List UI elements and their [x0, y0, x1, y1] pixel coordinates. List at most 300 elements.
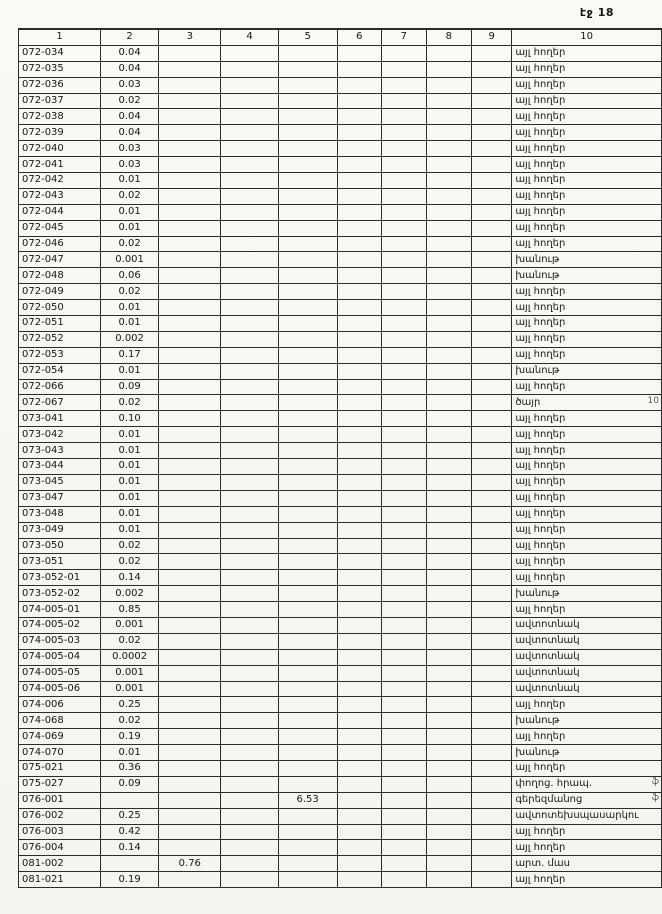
column-header-10: 10	[512, 29, 662, 45]
value-cell	[337, 141, 382, 157]
value-cell	[221, 252, 278, 268]
value-cell	[221, 649, 278, 665]
land-use-cell: այլ հողեր	[512, 570, 662, 586]
land-use-cell: այլ հողեր	[512, 443, 662, 459]
value-cell	[278, 697, 337, 713]
value-cell	[472, 808, 512, 824]
value-cell	[221, 141, 278, 157]
value-cell	[337, 872, 382, 888]
value-cell	[472, 474, 512, 490]
value-cell	[221, 109, 278, 125]
value-cell	[337, 77, 382, 93]
value-cell	[472, 188, 512, 204]
value-cell: 0.001	[101, 617, 159, 633]
land-use-cell: արտ. մաս	[512, 856, 662, 872]
value-cell	[426, 633, 471, 649]
value-cell	[278, 729, 337, 745]
value-cell: 0.09	[101, 379, 159, 395]
value-cell	[426, 840, 471, 856]
value-cell	[159, 490, 221, 506]
value-cell	[159, 633, 221, 649]
land-use-cell: գերեզմանոց	[512, 792, 662, 808]
table-row	[19, 443, 662, 459]
parcel-code-cell: 074-005-05	[19, 665, 101, 681]
table-row	[19, 665, 662, 681]
value-cell	[159, 125, 221, 141]
land-use-cell: այլ հողեր	[512, 300, 662, 316]
value-cell: 0.002	[101, 331, 159, 347]
land-use-cell: այլ հողեր	[512, 109, 662, 125]
value-cell	[472, 506, 512, 522]
value-cell: 0.19	[101, 729, 159, 745]
value-cell	[472, 776, 512, 792]
value-cell	[426, 204, 471, 220]
parcel-code-cell: 073-052-01	[19, 570, 101, 586]
value-cell	[426, 109, 471, 125]
land-use-cell: այլ հողեր	[512, 840, 662, 856]
parcel-code-cell: 072-037	[19, 93, 101, 109]
value-cell: 0.01	[101, 173, 159, 189]
value-cell	[278, 649, 337, 665]
parcel-code-cell: 073-043	[19, 443, 101, 459]
value-cell	[382, 538, 427, 554]
value-cell	[337, 204, 382, 220]
value-cell	[472, 760, 512, 776]
value-cell	[472, 649, 512, 665]
value-cell	[382, 61, 427, 77]
value-cell	[426, 173, 471, 189]
column-header-6: 6	[337, 29, 382, 45]
value-cell	[159, 474, 221, 490]
parcel-code-cell: 072-051	[19, 316, 101, 332]
value-cell	[426, 45, 471, 61]
value-cell	[426, 792, 471, 808]
value-cell	[382, 173, 427, 189]
land-use-cell: այլ հողեր	[512, 157, 662, 173]
parcel-code-cell: 072-046	[19, 236, 101, 252]
value-cell	[101, 856, 159, 872]
parcel-code-cell: 073-041	[19, 411, 101, 427]
value-cell	[278, 109, 337, 125]
value-cell	[426, 268, 471, 284]
value-cell: 0.02	[101, 236, 159, 252]
land-use-cell: փողոց. հրապ.	[512, 776, 662, 792]
value-cell	[159, 316, 221, 332]
land-use-cell: այլ հողեր	[512, 522, 662, 538]
column-header-1: 1	[19, 29, 101, 45]
table-row	[19, 840, 662, 856]
parcel-code-cell: 072-041	[19, 157, 101, 173]
table-row	[19, 157, 662, 173]
value-cell	[426, 300, 471, 316]
value-cell	[221, 125, 278, 141]
value-cell	[337, 602, 382, 618]
value-cell	[382, 474, 427, 490]
value-cell	[278, 395, 337, 411]
value-cell: 0.001	[101, 681, 159, 697]
value-cell: 0.002	[101, 586, 159, 602]
value-cell	[426, 872, 471, 888]
value-cell	[221, 316, 278, 332]
value-cell	[382, 872, 427, 888]
value-cell	[221, 427, 278, 443]
value-cell	[472, 617, 512, 633]
value-cell	[426, 745, 471, 761]
table-row	[19, 697, 662, 713]
value-cell	[159, 268, 221, 284]
value-cell	[472, 236, 512, 252]
value-cell: 0.36	[101, 760, 159, 776]
value-cell: 0.02	[101, 93, 159, 109]
value-cell	[472, 141, 512, 157]
value-cell	[337, 300, 382, 316]
value-cell: 0.01	[101, 443, 159, 459]
value-cell	[382, 586, 427, 602]
parcel-code-cell: 074-070	[19, 745, 101, 761]
parcel-code-cell: 072-034	[19, 45, 101, 61]
value-cell	[159, 93, 221, 109]
table-row	[19, 554, 662, 570]
value-cell	[221, 300, 278, 316]
value-cell	[426, 363, 471, 379]
parcel-code-cell: 072-066	[19, 379, 101, 395]
table-row	[19, 506, 662, 522]
value-cell	[278, 490, 337, 506]
value-cell	[426, 824, 471, 840]
value-cell: 0.02	[101, 538, 159, 554]
value-cell	[221, 363, 278, 379]
value-cell	[278, 760, 337, 776]
value-cell	[159, 665, 221, 681]
value-cell	[337, 363, 382, 379]
table-row	[19, 220, 662, 236]
value-cell	[426, 602, 471, 618]
table-row	[19, 617, 662, 633]
value-cell	[337, 61, 382, 77]
value-cell	[278, 125, 337, 141]
value-cell	[337, 411, 382, 427]
parcel-code-cell: 081-002	[19, 856, 101, 872]
value-cell	[159, 77, 221, 93]
margin-note: 10	[647, 396, 659, 406]
table-row	[19, 474, 662, 490]
value-cell	[278, 77, 337, 93]
value-cell	[337, 109, 382, 125]
value-cell	[221, 204, 278, 220]
value-cell	[472, 602, 512, 618]
value-cell	[337, 506, 382, 522]
value-cell	[337, 347, 382, 363]
value-cell	[337, 252, 382, 268]
value-cell	[472, 45, 512, 61]
value-cell: 0.03	[101, 157, 159, 173]
value-cell	[382, 824, 427, 840]
value-cell	[101, 792, 159, 808]
value-cell	[221, 665, 278, 681]
value-cell	[426, 316, 471, 332]
value-cell	[337, 395, 382, 411]
value-cell	[159, 824, 221, 840]
parcel-code-cell: 072-044	[19, 204, 101, 220]
value-cell: 0.01	[101, 459, 159, 475]
table-header	[19, 29, 662, 45]
land-use-cell: այլ հողեր	[512, 697, 662, 713]
value-cell	[382, 602, 427, 618]
value-cell	[426, 649, 471, 665]
column-header-8: 8	[426, 29, 471, 45]
value-cell	[472, 586, 512, 602]
value-cell	[337, 649, 382, 665]
value-cell	[221, 220, 278, 236]
table-row	[19, 188, 662, 204]
land-use-cell: խանութ	[512, 713, 662, 729]
value-cell	[426, 379, 471, 395]
parcel-code-cell: 073-042	[19, 427, 101, 443]
value-cell	[159, 395, 221, 411]
value-cell: 0.01	[101, 490, 159, 506]
land-use-cell: խանութ	[512, 363, 662, 379]
value-cell	[472, 77, 512, 93]
land-use-cell: այլ հողեր	[512, 141, 662, 157]
value-cell	[221, 538, 278, 554]
value-cell	[382, 220, 427, 236]
value-cell	[221, 824, 278, 840]
value-cell	[472, 61, 512, 77]
table-row	[19, 411, 662, 427]
value-cell	[221, 776, 278, 792]
land-use-cell: այլ հողեր	[512, 236, 662, 252]
value-cell	[159, 808, 221, 824]
value-cell	[472, 792, 512, 808]
parcel-code-cell: 072-035	[19, 61, 101, 77]
value-cell	[337, 713, 382, 729]
value-cell	[426, 284, 471, 300]
value-cell	[382, 316, 427, 332]
value-cell	[382, 141, 427, 157]
value-cell	[382, 427, 427, 443]
land-use-cell: այլ հողեր	[512, 173, 662, 189]
value-cell	[221, 77, 278, 93]
table-row	[19, 713, 662, 729]
value-cell: 0.17	[101, 347, 159, 363]
value-cell	[221, 522, 278, 538]
value-cell	[159, 729, 221, 745]
value-cell	[472, 395, 512, 411]
value-cell	[382, 188, 427, 204]
table-row	[19, 141, 662, 157]
value-cell	[426, 697, 471, 713]
land-use-cell: ավտոտնակ	[512, 617, 662, 633]
value-cell: 0.04	[101, 61, 159, 77]
value-cell	[337, 776, 382, 792]
value-cell	[382, 252, 427, 268]
value-cell	[382, 617, 427, 633]
value-cell	[382, 713, 427, 729]
value-cell	[221, 268, 278, 284]
value-cell	[472, 411, 512, 427]
value-cell	[382, 649, 427, 665]
land-use-cell: այլ հողեր	[512, 45, 662, 61]
value-cell	[221, 395, 278, 411]
value-cell	[159, 506, 221, 522]
parcel-code-cell: 072-036	[19, 77, 101, 93]
value-cell	[382, 45, 427, 61]
table-row	[19, 570, 662, 586]
land-use-cell: այլ հողեր	[512, 93, 662, 109]
value-cell	[278, 300, 337, 316]
land-use-cell: այլ հողեր	[512, 347, 662, 363]
value-cell	[472, 490, 512, 506]
value-cell	[159, 459, 221, 475]
margin-note: ֆ	[651, 777, 659, 787]
value-cell: 0.02	[101, 713, 159, 729]
value-cell	[337, 760, 382, 776]
value-cell	[278, 331, 337, 347]
value-cell: 0.01	[101, 745, 159, 761]
value-cell	[278, 474, 337, 490]
value-cell	[278, 538, 337, 554]
value-cell	[472, 824, 512, 840]
value-cell	[472, 713, 512, 729]
value-cell	[221, 872, 278, 888]
parcel-code-cell: 076-003	[19, 824, 101, 840]
value-cell	[221, 379, 278, 395]
parcel-code-cell: 072-039	[19, 125, 101, 141]
land-use-cell: այլ հողեր	[512, 490, 662, 506]
value-cell	[337, 236, 382, 252]
land-use-cell: այլ հողեր	[512, 61, 662, 77]
value-cell	[472, 316, 512, 332]
value-cell	[337, 188, 382, 204]
value-cell	[426, 570, 471, 586]
value-cell	[337, 824, 382, 840]
value-cell: 6.53	[278, 792, 337, 808]
value-cell	[472, 204, 512, 220]
value-cell	[159, 204, 221, 220]
value-cell	[382, 411, 427, 427]
value-cell	[337, 125, 382, 141]
value-cell	[221, 856, 278, 872]
table-row	[19, 427, 662, 443]
value-cell	[382, 522, 427, 538]
value-cell	[159, 602, 221, 618]
table-row	[19, 856, 662, 872]
value-cell	[159, 284, 221, 300]
parcel-code-cell: 074-005-02	[19, 617, 101, 633]
table-row	[19, 824, 662, 840]
value-cell	[382, 284, 427, 300]
value-cell	[159, 538, 221, 554]
value-cell	[472, 109, 512, 125]
value-cell	[337, 490, 382, 506]
parcel-code-cell: 072-054	[19, 363, 101, 379]
value-cell	[159, 776, 221, 792]
value-cell	[159, 363, 221, 379]
value-cell	[472, 856, 512, 872]
value-cell	[221, 173, 278, 189]
value-cell	[159, 300, 221, 316]
value-cell	[278, 157, 337, 173]
value-cell	[221, 745, 278, 761]
parcel-code-cell: 074-069	[19, 729, 101, 745]
parcel-code-cell: 073-049	[19, 522, 101, 538]
parcel-code-cell: 074-006	[19, 697, 101, 713]
page-number-label: էջ 18	[579, 6, 614, 19]
column-header-5: 5	[278, 29, 337, 45]
value-cell	[472, 363, 512, 379]
table-row	[19, 379, 662, 395]
value-cell	[382, 840, 427, 856]
value-cell	[337, 617, 382, 633]
value-cell	[472, 570, 512, 586]
parcel-code-cell: 074-068	[19, 713, 101, 729]
value-cell	[221, 331, 278, 347]
value-cell	[337, 268, 382, 284]
value-cell: 0.25	[101, 808, 159, 824]
value-cell	[221, 236, 278, 252]
value-cell	[221, 586, 278, 602]
parcel-code-cell: 072-053	[19, 347, 101, 363]
value-cell	[472, 331, 512, 347]
value-cell	[472, 729, 512, 745]
value-cell	[382, 506, 427, 522]
value-cell	[382, 443, 427, 459]
value-cell	[221, 697, 278, 713]
value-cell	[426, 443, 471, 459]
value-cell	[337, 316, 382, 332]
value-cell	[472, 268, 512, 284]
value-cell	[337, 697, 382, 713]
column-header-2: 2	[101, 29, 159, 45]
value-cell	[426, 776, 471, 792]
value-cell	[382, 570, 427, 586]
table-row	[19, 729, 662, 745]
value-cell	[472, 697, 512, 713]
parcel-code-cell: 073-052-02	[19, 586, 101, 602]
value-cell	[472, 522, 512, 538]
value-cell	[382, 745, 427, 761]
value-cell	[426, 490, 471, 506]
table-row	[19, 316, 662, 332]
value-cell	[278, 411, 337, 427]
value-cell	[221, 474, 278, 490]
value-cell	[221, 760, 278, 776]
value-cell	[278, 840, 337, 856]
value-cell	[337, 665, 382, 681]
table-header-row	[19, 29, 662, 45]
value-cell	[426, 459, 471, 475]
value-cell	[159, 236, 221, 252]
table-row	[19, 602, 662, 618]
value-cell	[382, 109, 427, 125]
value-cell: 0.02	[101, 554, 159, 570]
value-cell	[337, 808, 382, 824]
value-cell	[159, 713, 221, 729]
land-use-cell: խանութ	[512, 586, 662, 602]
value-cell	[221, 443, 278, 459]
value-cell	[472, 840, 512, 856]
table-row	[19, 252, 662, 268]
parcel-code-cell: 074-005-03	[19, 633, 101, 649]
value-cell: 0.19	[101, 872, 159, 888]
value-cell	[472, 173, 512, 189]
parcel-code-cell: 081-021	[19, 872, 101, 888]
land-use-cell: ավտոտնակ	[512, 649, 662, 665]
column-header-4: 4	[221, 29, 278, 45]
value-cell	[159, 760, 221, 776]
value-cell	[382, 776, 427, 792]
value-cell	[159, 173, 221, 189]
